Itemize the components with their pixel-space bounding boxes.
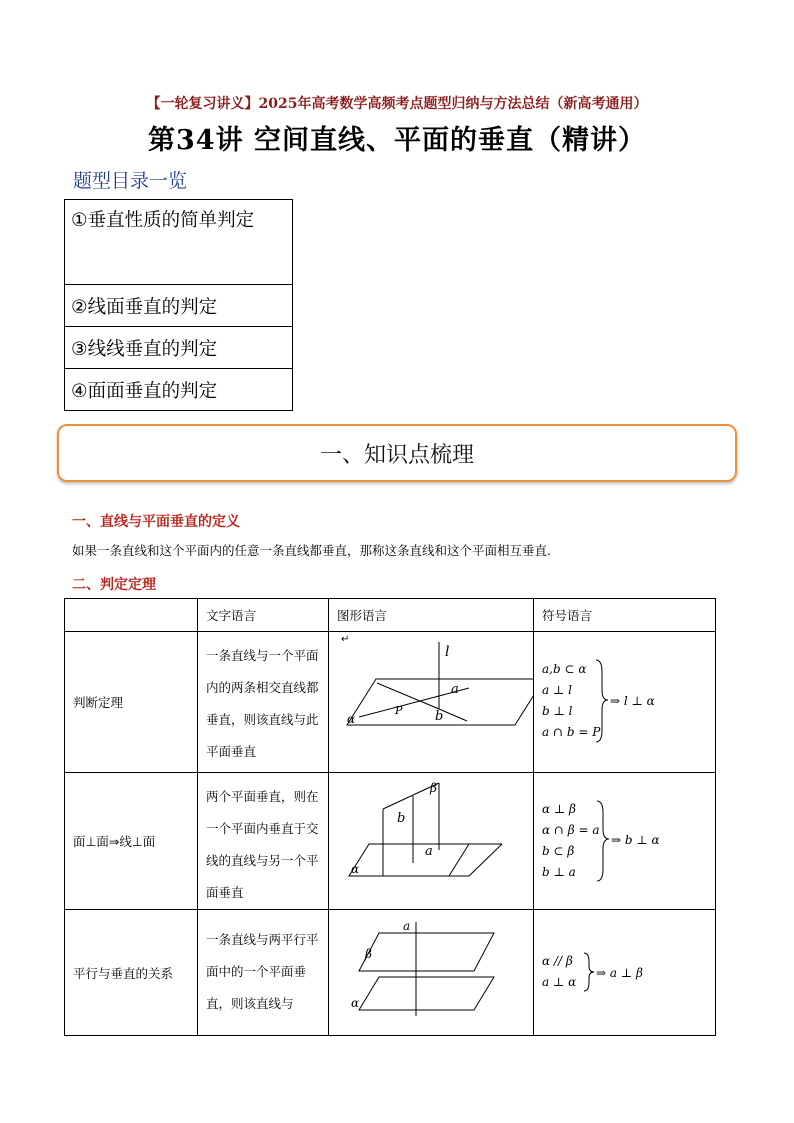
symbol-conclusion: ⇒ a ⊥ β [596, 966, 643, 980]
svg-text:↵: ↵ [341, 634, 350, 645]
theorem-description: 一条直线与两平行平面中的一个平面垂直，则该直线与 [198, 910, 329, 1036]
theorem-description: 一条直线与一个平面内的两条相交直线都垂直，则该直线与此平面垂直 [198, 632, 329, 773]
label-P: P [395, 704, 403, 717]
theorem-name: 平行与垂直的关系 [65, 910, 198, 1036]
perpendicular-planes-figure [329, 775, 534, 907]
header-cell [65, 599, 198, 632]
label-alpha: α [351, 996, 360, 1010]
theorem-figure [329, 773, 534, 910]
line-plane-figure [329, 632, 534, 772]
label-alpha: α [347, 712, 356, 726]
symbol-line: a ⊥ α [542, 975, 577, 989]
toc-table [64, 199, 293, 411]
symbol-block [534, 632, 716, 772]
header-cell: 文字语言 [198, 599, 329, 632]
theorem-figure [329, 632, 534, 773]
label-beta: β [365, 947, 372, 961]
toc-heading: 题型目录一览 [73, 170, 188, 192]
table-header-row [65, 599, 716, 632]
symbol-line: a ⊥ l [542, 683, 572, 697]
symbol-line: α ∩ β = a [542, 823, 600, 837]
brace-icon [597, 801, 609, 881]
section-definition-title: 一、直线与平面垂直的定义 [72, 514, 240, 530]
brace-icon [584, 953, 594, 991]
theorem-name: 判断定理 [65, 632, 198, 773]
symbol-block [534, 775, 716, 907]
theorem-symbols [534, 632, 716, 773]
symbol-line: b ⊂ β [542, 844, 575, 858]
theorem-symbols [534, 773, 716, 910]
theorem-table [64, 598, 716, 1036]
symbol-line: a,b ⊂ α [542, 662, 587, 676]
label-b: b [397, 811, 406, 826]
toc-item: ②线面垂直的判定 [65, 285, 293, 327]
symbol-line: α ⊥ β [542, 802, 576, 816]
section-banner [57, 424, 737, 482]
label-beta: β [430, 781, 437, 795]
table-row [65, 773, 716, 910]
theorem-figure [329, 910, 534, 1036]
toc-item: ③线线垂直的判定 [65, 327, 293, 369]
symbol-line: a ∩ b = P [542, 725, 601, 739]
symbol-conclusion: ⇒ l ⊥ α [610, 694, 655, 708]
symbol-line: α // β [542, 954, 573, 968]
label-a: a [403, 919, 411, 933]
symbol-conclusion: ⇒ b ⊥ α [611, 833, 660, 847]
table-row [65, 632, 716, 773]
document-subtitle: 【一轮复习讲义】2025年高考数学高频考点题型归纳与方法总结（新高考通用） [146, 96, 648, 112]
label-l: l [445, 644, 450, 660]
page-title: 第34讲 空间直线、平面的垂直（精讲） [148, 125, 646, 156]
label-b: b [435, 709, 444, 724]
definition-text: 如果一条直线和这个平面内的任意一条直线都垂直，那称这条直线和这个平面相互垂直. [72, 543, 551, 558]
symbol-line: b ⊥ l [542, 704, 573, 718]
parallel-planes-figure [329, 910, 534, 1035]
toc-item: ④面面垂直的判定 [65, 369, 293, 411]
header-cell: 图形语言 [329, 599, 534, 632]
symbol-block [534, 910, 716, 1035]
label-alpha: α [351, 862, 360, 876]
section-theorems-title: 二、判定定理 [72, 577, 156, 593]
label-a: a [425, 844, 433, 859]
header-cell: 符号语言 [534, 599, 716, 632]
table-row [65, 910, 716, 1036]
theorem-name: 面⊥面⇒线⊥面 [65, 773, 198, 910]
toc-item: ①垂直性质的简单判定 [65, 200, 293, 285]
theorem-symbols [534, 910, 716, 1036]
symbol-line: b ⊥ a [542, 865, 576, 879]
label-a: a [451, 682, 459, 697]
banner-label: 一、知识点梳理 [319, 442, 474, 468]
theorem-description: 两个平面垂直，则在一个平面内垂直于交线的直线与另一个平面垂直 [198, 773, 329, 910]
